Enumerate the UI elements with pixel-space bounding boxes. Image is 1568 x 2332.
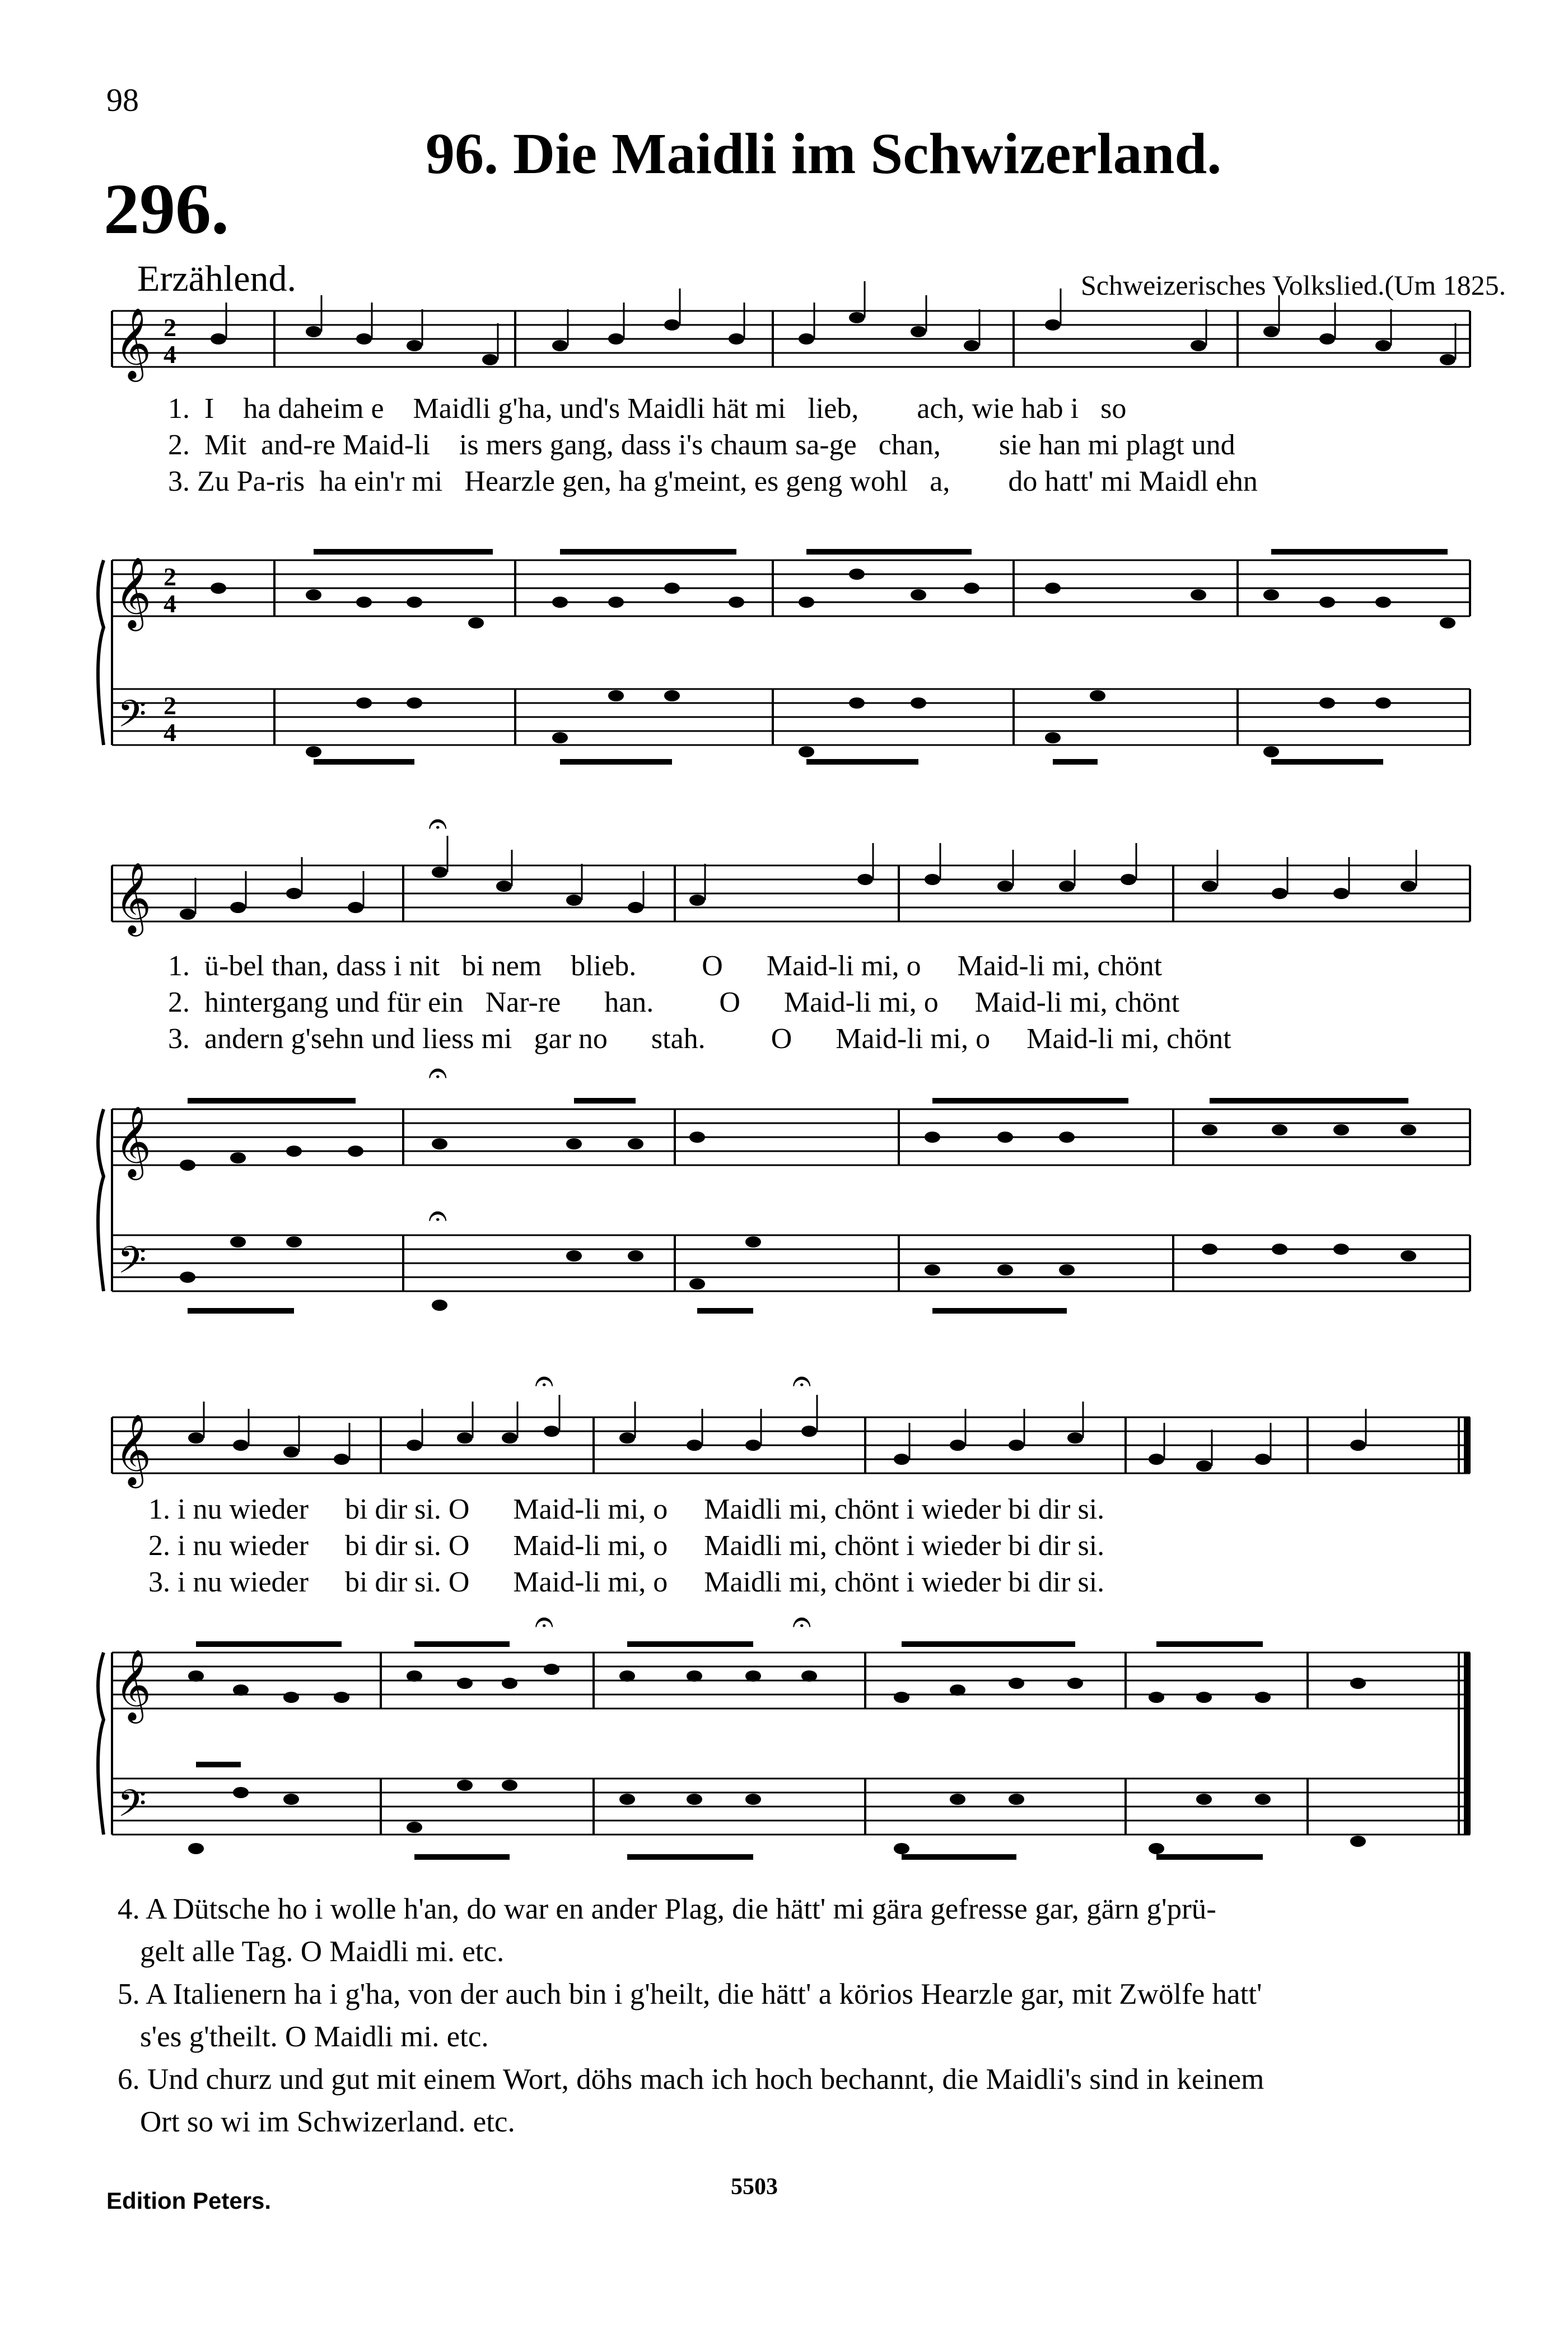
page-number: 98	[106, 82, 139, 118]
song-title: 96. Die Maidli im Schwizerland.	[426, 122, 1222, 186]
lyrics-s2-v2: 2. hintergang und für ein Nar-re han. O Maid-li mi, o Maid-li mi, chönt	[168, 986, 1180, 1018]
verse-line: 6. Und churz und gut mit einem Wort, döhs mach ich hoch bechannt, die Maidli's sind in keinem	[118, 2063, 1264, 2096]
svg-text:2: 2	[164, 691, 176, 720]
svg-text:𝄞: 𝄞	[115, 307, 152, 379]
verse-line: gelt alle Tag. O Maidli mi. etc.	[140, 1935, 505, 1968]
svg-text:𝄞: 𝄞	[115, 1649, 152, 1720]
lyrics-s1-v3: 3. Zu Pa-ris ha ein'r mi Hearzle gen, ha g'meint, es geng wohl a, do hatt' mi Maidl ehn	[168, 466, 1258, 497]
svg-text:𝄐: 𝄐	[535, 1361, 554, 1400]
svg-text:𝄞: 𝄞	[115, 556, 152, 628]
edition-label: Edition Peters.	[106, 2187, 272, 2214]
lyrics-s3-v3: 3. i nu wieder bi dir si. O Maid-li mi, o Maidli mi, chönt i wieder bi dir si.	[148, 1566, 1105, 1598]
lyrics-s2-v3: 3. andern g'sehn und liess mi gar no stah. O Maid-li mi, o Maid-li mi, chönt	[168, 1023, 1231, 1055]
svg-text:𝄞: 𝄞	[115, 1105, 152, 1177]
attribution: Schweizerisches Volkslied.(Um 1825.	[1081, 269, 1506, 301]
additional-verses	[118, 1888, 1264, 2143]
lyrics-s1-v1: 1. I ha daheim e Maidli g'ha, und's Maidli hät mi lieb, ach, wie hab i so	[168, 393, 1127, 425]
svg-text:𝄞: 𝄞	[115, 862, 152, 933]
svg-text:2: 2	[164, 562, 176, 591]
lyrics-s1-v2: 2. Mit and-re Maid-li is mers gang, dass i's chaum sa-ge chan, sie han mi plagt und	[168, 429, 1235, 461]
lyrics-s2-v1: 1. ü-bel than, dass i nit bi nem blieb. O Maid-li mi, o Maid-li mi, chönt	[168, 950, 1163, 982]
verse-line: 4. A Dütsche ho i wolle h'an, do war en ander Plag, die hätt' mi gära gefresse gar, gärn g'prü-	[118, 1893, 1216, 1925]
collection-number: 296.	[104, 169, 229, 249]
tempo-marking: Erzählend.	[137, 258, 297, 299]
svg-text:4: 4	[164, 718, 176, 747]
svg-text:2: 2	[164, 313, 176, 342]
svg-text:𝄞: 𝄞	[115, 1413, 152, 1485]
svg-text:𝄐: 𝄐	[428, 804, 447, 843]
svg-text:𝄢: 𝄢	[118, 1239, 147, 1291]
verse-line: s'es g'theilt. O Maidli mi. etc.	[140, 2021, 489, 2053]
plate-number: 5503	[731, 2174, 778, 2200]
svg-text:4: 4	[164, 589, 176, 618]
lyrics-s3-v2: 2. i nu wieder bi dir si. O Maid-li mi, o Maidli mi, chönt i wieder bi dir si.	[148, 1530, 1105, 1562]
svg-text:𝄐: 𝄐	[535, 1602, 554, 1641]
lyrics-s3-v1: 1. i nu wieder bi dir si. O Maid-li mi, o Maidli mi, chönt i wieder bi dir si.	[148, 1493, 1105, 1525]
svg-text:𝄐: 𝄐	[428, 1196, 447, 1235]
verse-line: 5. A Italienern ha i g'ha, von der auch bin i g'heilt, die hätt' a körios Hearzle gar, mit Zwölfe hatt'	[118, 1978, 1262, 2010]
verse-line: Ort so wi im Schwizerland. etc.	[140, 2106, 515, 2138]
svg-text:𝄢: 𝄢	[118, 692, 147, 744]
svg-text:𝄢: 𝄢	[118, 1782, 147, 1834]
svg-text:𝄐: 𝄐	[428, 1053, 447, 1092]
svg-text:𝄐: 𝄐	[792, 1602, 811, 1641]
svg-text:𝄐: 𝄐	[792, 1361, 811, 1400]
svg-text:4: 4	[164, 340, 176, 369]
